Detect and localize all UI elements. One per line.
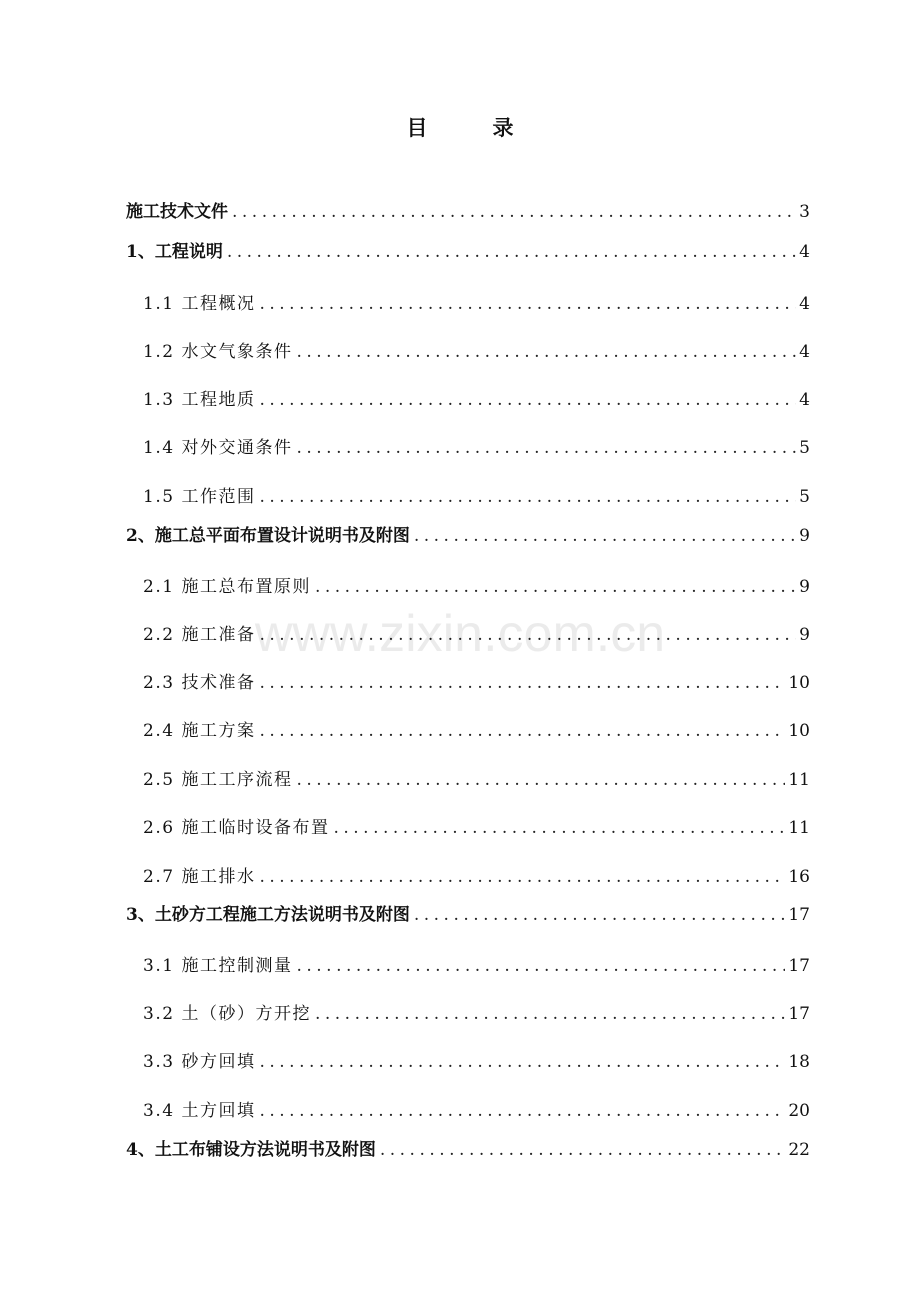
dot-leader <box>296 765 785 795</box>
dot-leader <box>315 999 785 1029</box>
toc-page-number: 17 <box>788 1004 810 1024</box>
toc-entry-title: 2.2 施工准备 <box>143 625 256 645</box>
toc-page-number: 20 <box>788 1101 810 1121</box>
toc-entry-title: 3、土砂方工程施工方法说明书及附图 <box>126 905 410 925</box>
toc-entry-title: 3.1 施工控制测量 <box>143 956 293 976</box>
toc-entry[interactable] <box>126 197 810 227</box>
toc-entry-title: 1.3 工程地质 <box>143 390 256 410</box>
toc-entry[interactable] <box>126 1135 810 1165</box>
dot-leader <box>259 668 785 698</box>
toc-page-number: 4 <box>799 342 810 362</box>
dot-leader <box>259 1047 785 1077</box>
toc-page-number: 5 <box>799 487 810 507</box>
toc-entry[interactable] <box>143 337 810 367</box>
toc-page-number: 4 <box>799 242 810 262</box>
dot-leader <box>259 716 785 746</box>
dot-leader <box>232 197 796 227</box>
toc-entry-title: 2、施工总平面布置设计说明书及附图 <box>126 526 410 546</box>
dot-leader <box>296 951 785 981</box>
dot-leader <box>414 521 796 551</box>
toc-entry-title: 2.1 施工总布置原则 <box>143 577 311 597</box>
toc-entry[interactable] <box>143 572 810 602</box>
dot-leader <box>259 482 796 512</box>
toc-entry[interactable] <box>143 951 810 981</box>
toc-page-number: 10 <box>788 721 810 741</box>
watermark: www.zixin.com.cn <box>254 605 666 663</box>
toc-page-number: 4 <box>799 294 810 314</box>
dot-leader <box>333 813 785 843</box>
toc-entry-title: 2.6 施工临时设备布置 <box>143 818 330 838</box>
dot-leader <box>414 900 786 930</box>
toc-page-number: 11 <box>788 770 810 790</box>
toc-entry-title: 1.1 工程概况 <box>143 294 256 314</box>
dot-leader <box>259 385 796 415</box>
toc-entry[interactable] <box>126 521 810 551</box>
toc-page-number: 16 <box>788 867 810 887</box>
toc-entry[interactable] <box>143 999 810 1029</box>
toc-page-number: 17 <box>788 956 810 976</box>
toc-entry[interactable] <box>143 1047 810 1077</box>
dot-leader <box>315 572 796 602</box>
toc-entry-title: 2.7 施工排水 <box>143 867 256 887</box>
dot-leader <box>227 237 796 267</box>
toc-entry[interactable] <box>143 433 810 463</box>
page-title: 目 录 <box>406 115 536 140</box>
toc-page-number: 4 <box>799 390 810 410</box>
toc-entry[interactable] <box>143 482 810 512</box>
toc-entry[interactable] <box>143 862 810 892</box>
toc-entry[interactable] <box>126 900 810 930</box>
toc-entry-title: 3.3 砂方回填 <box>143 1052 256 1072</box>
toc-entry[interactable] <box>143 668 810 698</box>
toc-entry[interactable] <box>143 813 810 843</box>
dot-leader <box>380 1135 786 1165</box>
toc-page-number: 17 <box>788 905 810 925</box>
toc-entry-title: 3.4 土方回填 <box>143 1101 256 1121</box>
toc-entry[interactable] <box>126 237 810 267</box>
toc-entry-title: 施工技术文件 <box>126 202 228 222</box>
toc-page-number: 22 <box>788 1140 810 1160</box>
toc-entry-title: 2.3 技术准备 <box>143 673 256 693</box>
dot-leader <box>259 1096 785 1126</box>
toc-entry[interactable] <box>143 765 810 795</box>
toc-page-number: 9 <box>799 526 810 546</box>
dot-leader <box>259 289 796 319</box>
toc-entry-title: 1.4 对外交通条件 <box>143 438 293 458</box>
toc-page-number: 10 <box>788 673 810 693</box>
toc-page-number: 11 <box>788 818 810 838</box>
toc-page-number: 3 <box>799 202 810 222</box>
toc-entry-title: 2.4 施工方案 <box>143 721 256 741</box>
toc-entry-title: 2.5 施工工序流程 <box>143 770 293 790</box>
toc-entry[interactable] <box>143 1096 810 1126</box>
dot-leader <box>259 862 785 892</box>
toc-entry[interactable] <box>143 716 810 746</box>
toc-entry-title: 3.2 土（砂）方开挖 <box>143 1004 311 1024</box>
toc-entry[interactable] <box>143 385 810 415</box>
toc-entry-title: 1.5 工作范围 <box>143 487 256 507</box>
dot-leader <box>259 620 796 650</box>
toc-entry[interactable] <box>143 289 810 319</box>
toc-page-number: 5 <box>799 438 810 458</box>
toc-page-number: 9 <box>799 577 810 597</box>
toc-page-number: 9 <box>799 625 810 645</box>
toc-entry-title: 1.2 水文气象条件 <box>143 342 293 362</box>
toc-entry-title: 4、土工布铺设方法说明书及附图 <box>126 1140 376 1160</box>
dot-leader <box>296 433 796 463</box>
toc-entry-title: 1、工程说明 <box>126 242 223 262</box>
toc-entry[interactable] <box>143 620 810 650</box>
dot-leader <box>296 337 796 367</box>
toc-page-number: 18 <box>788 1052 810 1072</box>
